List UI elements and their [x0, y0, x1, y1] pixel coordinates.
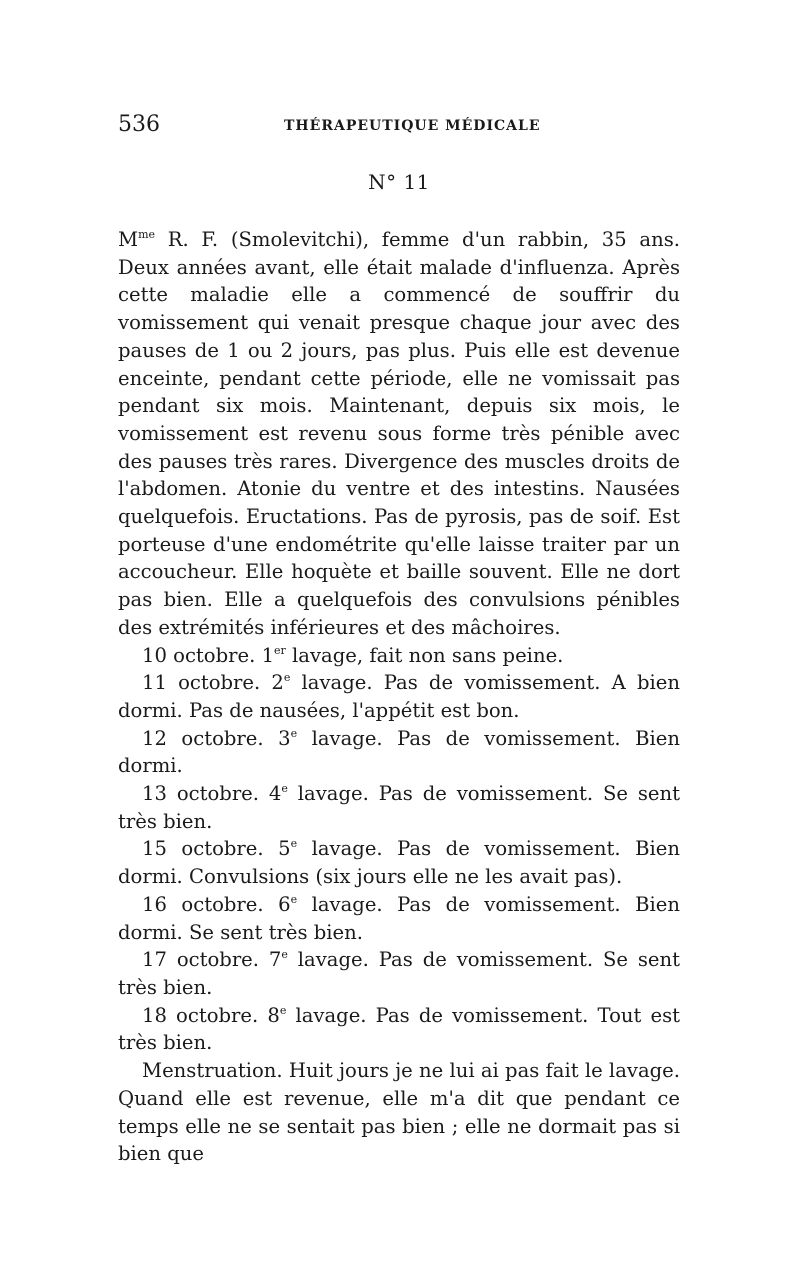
entry-sup: e [281, 782, 288, 796]
entry-date: 11 octobre. [142, 671, 272, 695]
entry-num: 3 [278, 726, 291, 750]
entry-num: 1 [261, 643, 275, 667]
entry-text: lavage, fait non sans peine. [285, 643, 564, 667]
entry-text: lavage. Pas de vomissement. Se sent très bien. [118, 948, 681, 999]
entry-num: 7 [268, 948, 282, 972]
entry-date: 18 octobre. [142, 1003, 268, 1027]
entry-num: 8 [267, 1003, 280, 1027]
entry-text: lavage. Pas de vomissement. Bien dormi. Convulsions (six jours elle ne les avait pas). [118, 837, 680, 889]
entry-sup: er [274, 643, 286, 657]
intro-paragraph [118, 226, 680, 642]
entry-date: 16 octobre. [142, 892, 279, 916]
entry-text: lavage. Pas de vomissement. Se sent très bien. [118, 782, 681, 833]
entry-paragraph [118, 642, 680, 670]
entry-text: lavage. Pas de vomissement. Bien dormi. Se sent très bien. [118, 892, 680, 944]
entry-sup: e [281, 948, 288, 962]
title-abbr: M [118, 228, 139, 251]
entry-paragraph [118, 725, 680, 780]
entry-paragraph [118, 891, 680, 946]
entry-text: lavage. Pas de vomissement. Tout est très bien. [118, 1003, 681, 1055]
body-text [118, 226, 680, 1168]
title-sup: me [138, 228, 156, 241]
entry-sup: e [290, 892, 298, 906]
entry-paragraph [118, 669, 680, 724]
entry-num: 4 [268, 782, 282, 806]
entry-sup: e [290, 837, 298, 851]
page-header [118, 100, 680, 140]
running-title: THÉRAPEUTIQUE MÉDICALE [284, 118, 541, 134]
entry-num: 5 [278, 837, 291, 861]
entry-num: 2 [271, 671, 284, 695]
book-page [118, 100, 680, 1168]
intro-text: R. F. (Smolevitchi), femme d'un rabbin, 35 ans. Deux années avant, elle était malade d'influenza. Après cette maladie elle a commencé de souffrir du vomissement qui venait presque chaque jour avec des pauses de 1 ou 2 jours, pas plus. Puis elle est devenue enceinte, pendant cette période, elle ne vomissait pas pendant six mois. Maintenant, depuis six mois, le vomissement est revenu sous forme très pénible avec des pauses très rares. Divergence des muscles droits de l'abdomen. Atonie du ventre et des intestins. Nausées quelquefois. Eructations. Pas de pyrosis, pas de soif. Est porteuse d'une endométrite qu'elle laisse traiter par un accoucheur. Elle hoquète et baille souvent. Elle ne dort pas bien. Elle a quelquefois des convulsions pénibles des extrémités inférieures et des mâchoires. [118, 228, 680, 639]
entry-date: 17 octobre. [142, 948, 269, 972]
case-number: N° 11 [368, 170, 430, 194]
entry-date: 12 octobre. [142, 726, 279, 750]
entry-date: 15 octobre. [142, 837, 279, 861]
entry-paragraph [118, 1002, 680, 1057]
closing-paragraph: Menstruation. Huit jours je ne lui ai pas fait le lavage. Quand elle est revenue, elle m'a dit que pendant ce temps elle ne se sentait pas bien ; elle ne dormait pas si bien que [118, 1059, 680, 1166]
entry-sup: e [290, 726, 298, 740]
entry-date: 13 octobre. [142, 782, 269, 806]
entry-sup: e [283, 671, 291, 685]
page-number: 536 [118, 112, 160, 137]
entry-date: 10 octobre. [142, 643, 262, 667]
entry-num: 6 [278, 892, 291, 916]
entry-text: lavage. Pas de vomissement. Bien dormi. [118, 726, 680, 778]
entry-paragraph [118, 835, 680, 890]
entry-paragraph [118, 946, 680, 1001]
entry-paragraph [118, 780, 680, 835]
entry-sup: e [279, 1003, 287, 1017]
entry-text: lavage. Pas de vomissement. A bien dormi. Pas de nausées, l'appétit est bon. [118, 671, 681, 722]
